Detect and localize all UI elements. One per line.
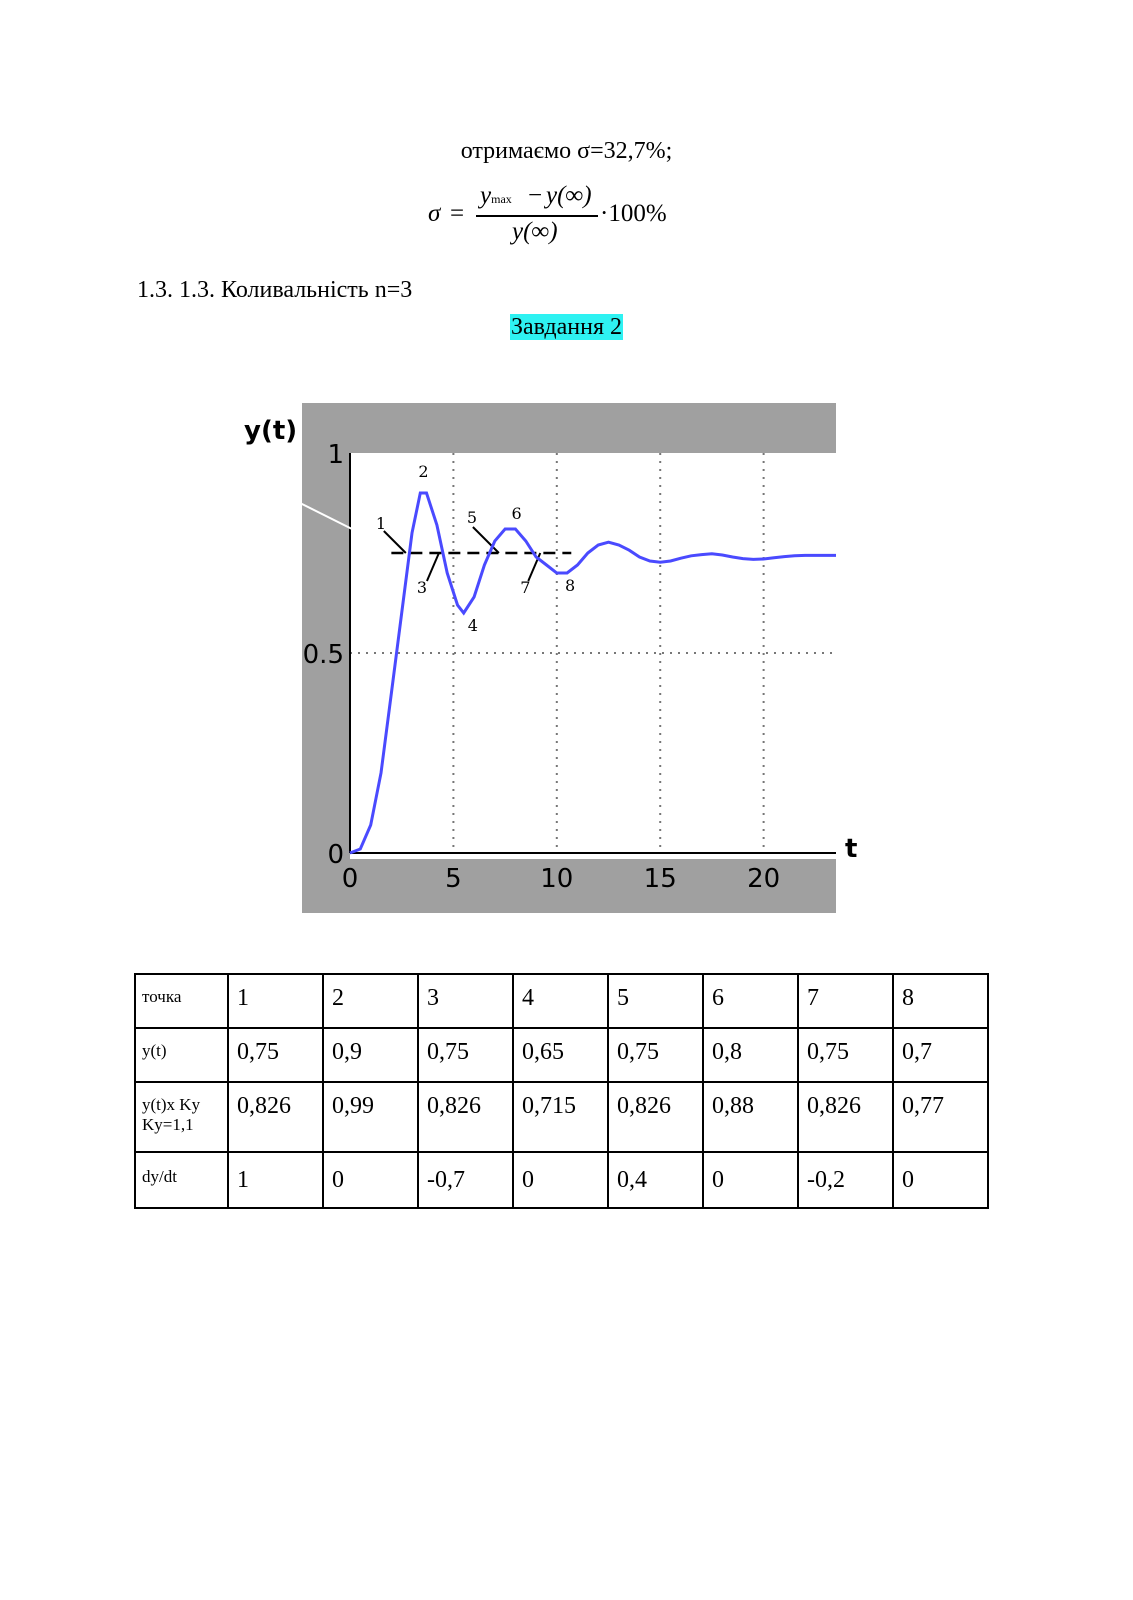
table-cell: -0,7 [418,1152,513,1208]
table-cell: 1 [228,974,323,1028]
table-cell: 0,9 [323,1028,418,1082]
table-cell: 2 [323,974,418,1028]
formula-ymax: ymax [480,182,512,209]
table-cell: 0,8 [703,1028,798,1082]
table-cell: 5 [608,974,703,1028]
table-cell: 1 [228,1152,323,1208]
annotation-label-1: 1 [375,514,387,533]
table-row-header: y(t) [135,1028,228,1082]
table-cell: 0,826 [228,1082,323,1152]
section-heading: 1.3. 1.3. Коливальність n=3 [137,277,413,303]
x-tick-label: 0 [341,864,359,894]
formula-sigma: σ [428,200,441,227]
table-cell: 0 [893,1152,988,1208]
table-cell: 0,826 [798,1082,893,1152]
table-cell: 3 [418,974,513,1028]
result-text: отримаємо σ=32,7%; [460,138,673,164]
table-cell: 0,4 [608,1152,703,1208]
table-cell: 0,88 [703,1082,798,1152]
y-axis-label: y(t) [244,416,298,446]
table-cell: 0 [703,1152,798,1208]
table-row-points [135,974,988,1028]
annotation-label-7: 7 [520,578,531,597]
table-cell: 0,715 [513,1082,608,1152]
annotation-label-5: 5 [466,508,478,527]
table-cell: 0 [323,1152,418,1208]
formula-y-inf-numerator: y(∞) [546,182,592,209]
x-axis-label: t [845,834,858,864]
task-title-highlight: Завдання 2 [511,314,622,340]
table-cell: 4 [513,974,608,1028]
y-tick-label: 0 [327,840,344,870]
y-tick-label: 1 [327,440,344,470]
table-cell: 0,75 [418,1028,513,1082]
table-cell: 0,77 [893,1082,988,1152]
table-row-header: точка [135,974,228,1028]
table-cell: -0,2 [798,1152,893,1208]
table-row-header: y(t)x Ky Ky=1,1 [135,1082,228,1152]
table-cell: 0,75 [798,1028,893,1082]
annotation-label-2: 2 [418,462,429,481]
y-tick-label: 0.5 [302,640,344,670]
x-tick-label: 20 [747,864,781,894]
table-cell: 0,75 [228,1028,323,1082]
table-cell: 0,826 [418,1082,513,1152]
table-cell: 6 [703,974,798,1028]
table-cell: 0,75 [608,1028,703,1082]
overshoot-formula [428,182,728,250]
annotation-label-3: 3 [416,578,428,597]
x-tick-label: 10 [540,864,574,894]
task-title [0,314,1133,341]
annotation-label-8: 8 [564,576,576,595]
table-cell: 0,99 [323,1082,418,1152]
table-cell: 7 [798,974,893,1028]
formula-minus: − [528,182,543,209]
table-cell: 0,7 [893,1028,988,1082]
table-cell: 8 [893,974,988,1028]
table-cell: 0,65 [513,1028,608,1082]
x-tick-label: 5 [445,864,462,894]
step-response-chart [240,395,870,925]
table-row-header: dy/dt [135,1152,228,1208]
formula-y-inf-denominator: y(∞) [512,218,558,245]
data-table [134,973,989,1209]
table-row-y-ky [135,1082,988,1152]
formula-fraction-bar [476,215,598,217]
table-cell: 0,826 [608,1082,703,1152]
table-row-dydt [135,1152,988,1208]
x-tick-label: 15 [643,864,677,894]
annotation-label-6: 6 [511,504,522,523]
annotation-label-4: 4 [467,616,478,635]
table-cell: 0 [513,1152,608,1208]
formula-times-100: ·100% [600,200,667,227]
table-row-y [135,1028,988,1082]
formula-equals: = [450,200,465,227]
